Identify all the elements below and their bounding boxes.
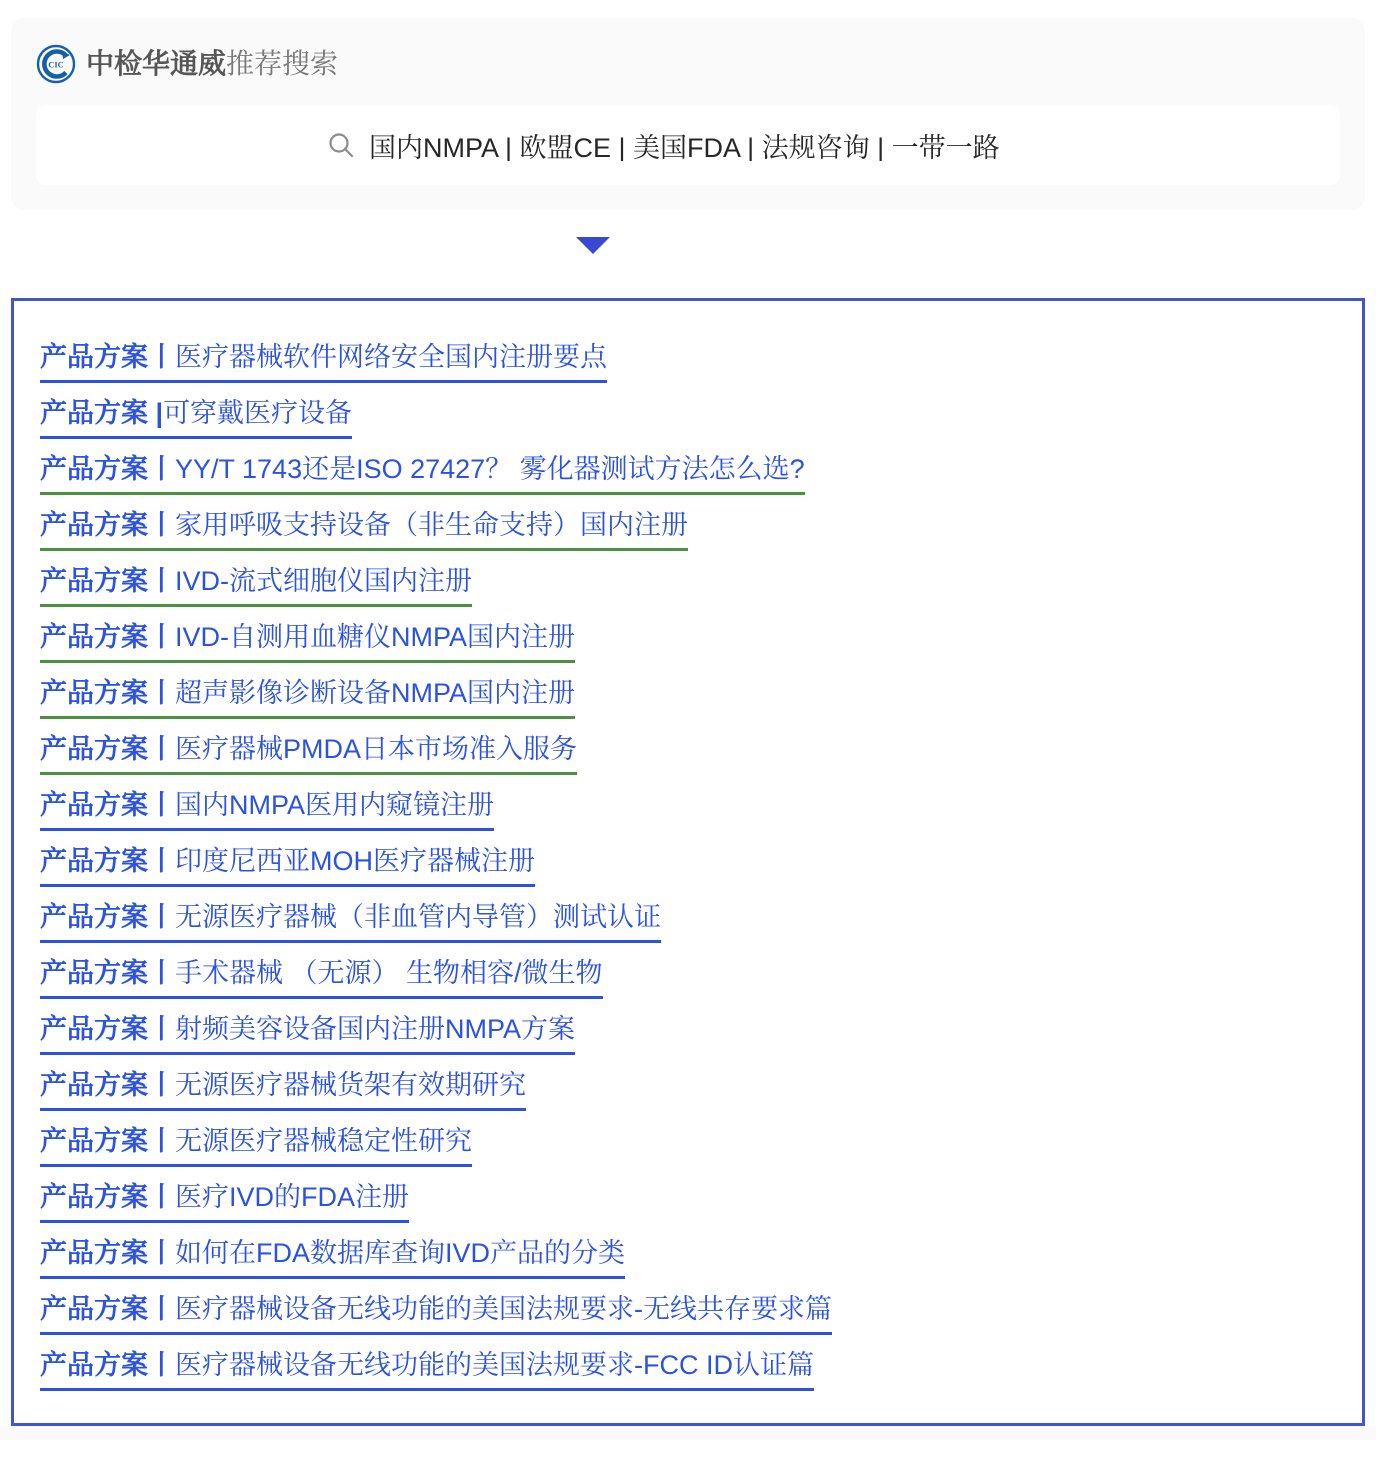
search-bar[interactable]: [36, 105, 1340, 185]
article-title: 超声影像诊断设备NMPA国内注册: [175, 678, 576, 708]
article-prefix: 产品方案丨: [40, 958, 175, 988]
article-link[interactable]: [40, 1125, 472, 1167]
search-icon: [327, 131, 355, 159]
article-title: 无源医疗器械稳定性研究: [175, 1126, 472, 1156]
article-prefix: 产品方案丨: [40, 1070, 175, 1100]
article-title: 国内NMPA医用内窥镜注册: [175, 790, 495, 820]
article-title: 家用呼吸支持设备（非生命支持）国内注册: [175, 510, 688, 540]
list-item: [40, 1013, 1322, 1055]
svg-text:CIC: CIC: [48, 59, 64, 70]
article-link[interactable]: [40, 789, 494, 831]
article-link[interactable]: [40, 341, 607, 383]
list-item: [40, 509, 1322, 551]
list-item: [40, 453, 1322, 495]
article-title: 可穿戴医疗设备: [163, 398, 353, 428]
list-item: [40, 901, 1322, 943]
list-item: [40, 341, 1322, 383]
article-prefix: 产品方案丨: [40, 1126, 175, 1156]
ccic-logo-icon: [36, 44, 76, 84]
article-title: 医疗器械软件网络安全国内注册要点: [175, 342, 607, 372]
article-link[interactable]: [40, 1293, 832, 1335]
article-prefix: 产品方案丨: [40, 622, 175, 652]
list-item: [40, 565, 1322, 607]
list-item: [40, 789, 1322, 831]
list-item: [40, 677, 1322, 719]
article-link[interactable]: [40, 565, 472, 607]
list-item: [40, 957, 1322, 999]
article-link[interactable]: [40, 1181, 409, 1223]
article-title: 射频美容设备国内注册NMPA方案: [175, 1014, 576, 1044]
article-prefix: 产品方案丨: [40, 1294, 175, 1324]
article-link[interactable]: [40, 677, 575, 719]
article-prefix: 产品方案丨: [40, 454, 175, 484]
dropdown-connector: [0, 210, 1376, 298]
article-title: 印度尼西亚MOH医疗器械注册: [175, 846, 535, 876]
article-title: 无源医疗器械货架有效期研究: [175, 1070, 526, 1100]
brand-row: [36, 44, 1340, 84]
article-prefix: 产品方案丨: [40, 1238, 175, 1268]
article-prefix: 产品方案丨: [40, 734, 175, 764]
suggestion-panel: [11, 298, 1365, 1426]
article-title: 医疗器械设备无线功能的美国法规要求-FCC ID认证篇: [175, 1350, 814, 1380]
brand-name: 中检华通威: [86, 48, 227, 79]
list-item: [40, 1125, 1322, 1167]
dropdown-arrow-icon[interactable]: [576, 237, 610, 254]
article-link[interactable]: [40, 509, 688, 551]
article-link[interactable]: [40, 453, 805, 495]
article-prefix: 产品方案丨: [40, 510, 175, 540]
article-prefix: 产品方案 |: [40, 398, 164, 428]
article-prefix: 产品方案丨: [40, 846, 175, 876]
brand-subtitle: 推荐搜索: [226, 48, 339, 79]
list-item: [40, 1181, 1322, 1223]
article-prefix: 产品方案丨: [40, 1014, 175, 1044]
article-title: 医疗器械设备无线功能的美国法规要求-无线共存要求篇: [175, 1294, 832, 1324]
article-title: IVD-自测用血糖仪NMPA国内注册: [175, 622, 576, 652]
article-link[interactable]: [40, 733, 577, 775]
article-title: IVD-流式细胞仪国内注册: [175, 566, 472, 596]
article-link[interactable]: [40, 397, 352, 439]
article-link[interactable]: [40, 957, 603, 999]
list-item: [40, 1293, 1322, 1335]
article-link[interactable]: [40, 1069, 526, 1111]
article-title: 无源医疗器械（非血管内导管）测试认证: [175, 902, 661, 932]
list-item: [40, 621, 1322, 663]
article-link[interactable]: [40, 621, 575, 663]
article-title: 如何在FDA数据库查询IVD产品的分类: [175, 1238, 626, 1268]
article-prefix: 产品方案丨: [40, 678, 175, 708]
list-item: [40, 1237, 1322, 1279]
recommend-search-card: [11, 18, 1365, 210]
article-prefix: 产品方案丨: [40, 1350, 175, 1380]
article-title: 手术器械 （无源） 生物相容/微生物: [175, 958, 603, 988]
article-link[interactable]: [40, 901, 661, 943]
article-prefix: 产品方案丨: [40, 566, 175, 596]
search-input[interactable]: [369, 130, 1049, 161]
list-item: [40, 1069, 1322, 1111]
list-item: [40, 845, 1322, 887]
article-title: 医疗器械PMDA日本市场准入服务: [175, 734, 578, 764]
list-item: [40, 397, 1322, 439]
article-prefix: 产品方案丨: [40, 790, 175, 820]
brand-title: [86, 44, 338, 84]
page-bottom-strip: [0, 1426, 1376, 1440]
article-link[interactable]: [40, 1349, 814, 1391]
article-prefix: 产品方案丨: [40, 902, 175, 932]
article-link[interactable]: [40, 1237, 625, 1279]
list-item: [40, 733, 1322, 775]
article-prefix: 产品方案丨: [40, 1182, 175, 1212]
list-item: [40, 1349, 1322, 1391]
article-link[interactable]: [40, 1013, 575, 1055]
article-prefix: 产品方案丨: [40, 342, 175, 372]
article-title: YY/T 1743还是ISO 27427？ 雾化器测试方法怎么选?: [175, 454, 805, 484]
article-link[interactable]: [40, 845, 535, 887]
article-title: 医疗IVD的FDA注册: [175, 1182, 410, 1212]
